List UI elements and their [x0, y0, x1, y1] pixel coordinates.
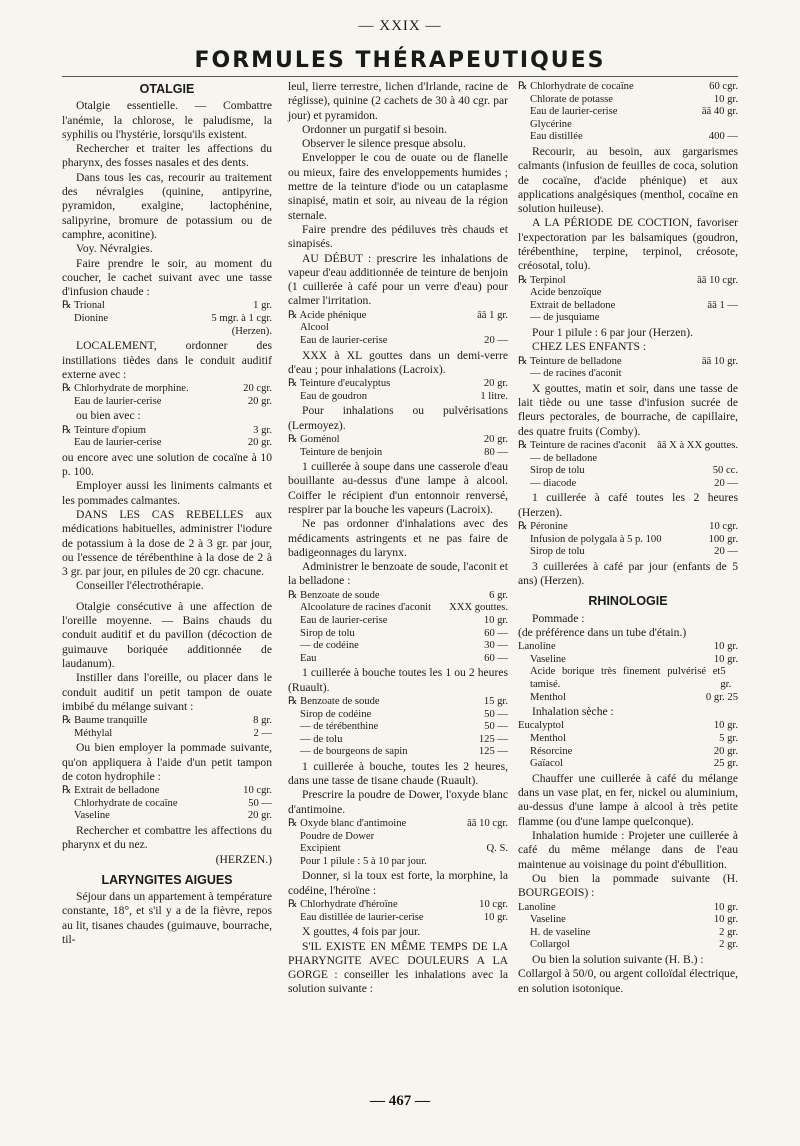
- ingredient: Sirop de tolu: [530, 465, 585, 477]
- prescription-line: [288, 912, 508, 925]
- ingredient: — de tolu: [300, 733, 343, 745]
- quantity: 80 —: [484, 446, 508, 458]
- column-3: [518, 80, 738, 996]
- quantity: 1 gr.: [253, 300, 272, 312]
- ingredient: ℞ Teinture de racines d'aconit: [518, 439, 647, 451]
- prescription-line: [288, 831, 508, 844]
- ingredient: Eau de laurier-cerise: [530, 106, 618, 118]
- prescription: [288, 818, 508, 868]
- prescription-line: [518, 641, 738, 654]
- quantity: 20 gr.: [247, 395, 272, 407]
- ingredient: Menthol: [530, 733, 566, 745]
- paragraph: XXX à XL gouttes dans un demi-verre d'eau ; pour inhalations (Lacroix).: [288, 348, 508, 376]
- prescription-line: [518, 440, 738, 453]
- quantity: 15 gr.: [483, 695, 508, 707]
- paragraph: Pour inhalations ou pulvérisations (Lermoyez).: [288, 404, 508, 432]
- paragraph: Ou bien employer la pommade suivante, qu'on appliquera à l'aide d'un petit tampon de coton hydrophile :: [62, 741, 272, 783]
- paragraph: Administrer le benzoate de soude, l'aconit et la belladone :: [288, 560, 508, 588]
- quantity: 50 —: [484, 721, 508, 733]
- prescription-line: [288, 378, 508, 391]
- quantity: 100 gr.: [708, 533, 738, 545]
- prescription-line: [518, 465, 738, 478]
- ingredient: — de codéine: [300, 640, 359, 652]
- quantity: 25 gr.: [713, 758, 738, 770]
- paragraph: Prescrire la poudre de Dower, l'oxyde blanc d'antimoine.: [288, 788, 508, 816]
- prescription: [288, 378, 508, 403]
- ingredient: Sirop de tolu: [530, 546, 585, 558]
- quantity: 60 cgr.: [709, 81, 738, 92]
- ingredient: Infusion de polygala à 5 p. 100: [530, 533, 662, 545]
- quantity: 10 gr.: [713, 93, 738, 105]
- ingredient: Eucalyptol: [518, 720, 564, 732]
- section-heading-rhinologie: RHINOLOGIE: [588, 594, 668, 609]
- title-rule: [62, 76, 738, 77]
- ingredient: — de racines d'aconit: [530, 368, 622, 380]
- quantity: 10 gr.: [713, 653, 738, 665]
- prescription-line: [288, 899, 508, 912]
- quantity: Q. S.: [486, 843, 508, 855]
- quantity: āā 10 cgr.: [467, 818, 508, 830]
- ingredient: H. de vaseline: [530, 926, 591, 938]
- prescription-line: [518, 312, 738, 325]
- prescription-line: [518, 746, 738, 759]
- ingredient: Collargol: [530, 939, 570, 951]
- prescription: [62, 425, 272, 450]
- quantity: 20 —: [714, 546, 738, 558]
- prescription-line: [518, 94, 738, 107]
- quantity: 3 gr.: [253, 424, 272, 436]
- quantity: 10 cgr.: [243, 785, 272, 797]
- ingredient: Chlorate de potasse: [530, 93, 613, 105]
- prescription-line: [62, 313, 272, 326]
- ingredient: ℞ Oxyde blanc d'antimoine: [288, 818, 407, 830]
- paragraph: Pommade :: [532, 611, 585, 625]
- ingredient: Eau de goudron: [300, 390, 368, 402]
- ingredient: Eau de laurier-cerise: [74, 395, 162, 407]
- ingredient: ℞ Benzoate de soude: [288, 589, 380, 601]
- paragraph: CHEZ LES ENFANTS :: [532, 340, 647, 354]
- ingredient: ℞ Chlorhydrate d'héroïne: [288, 899, 398, 911]
- quantity: āā 40 gr.: [701, 106, 738, 118]
- quantity: āā 1 gr.: [477, 309, 508, 321]
- paragraph: 1 cuillerée à bouche toutes les 1 ou 2 heures (Ruault).: [288, 666, 508, 694]
- prescription-line: [518, 119, 738, 132]
- ingredient: ℞ Teinture d'opium: [62, 424, 147, 436]
- section-heading-otalgie: OTALGIE: [139, 82, 195, 96]
- ingredient: Eau de laurier-cerise: [74, 437, 162, 449]
- column-1: [62, 80, 272, 947]
- quantity: 0 gr. 25: [705, 691, 738, 703]
- paragraph: S'IL EXISTE EN MÊME TEMPS DE LA PHARYNGITE AVEC DOULEURS A LA GORGE : conseiller les inhalations avec la solution suivante :: [288, 939, 508, 996]
- prescription: [288, 434, 508, 459]
- prescription-line: [62, 383, 272, 396]
- quantity: 20 gr.: [247, 810, 272, 822]
- prescription-line: [288, 734, 508, 747]
- prescription-line: [518, 666, 738, 691]
- prescription-line: [288, 640, 508, 653]
- prescription: [62, 715, 272, 740]
- quantity: 10 gr.: [713, 914, 738, 926]
- quantity: 125 —: [478, 733, 508, 745]
- ingredient: Vaseline: [530, 914, 566, 926]
- prescription: [62, 383, 272, 408]
- ingredient: Glycérine: [530, 118, 572, 130]
- quantity: 8 gr.: [253, 715, 272, 727]
- quantity: 10 cgr.: [479, 899, 508, 911]
- ingredient: Acide benzoïque: [530, 287, 602, 299]
- paragraph: Donner, si la toux est forte, la morphine, la codéine, l'héroïne :: [288, 869, 508, 897]
- paragraph: Ou bien la pommade suivante (H. BOURGEOIS) :: [518, 871, 738, 900]
- paragraph: Inhalation humide : Projeter une cuillerée à café du même mélange dans de l'eau maintenue au voisinage du point d'ébullition.: [518, 829, 738, 871]
- prescription: [62, 785, 272, 823]
- prescription-line: [62, 326, 272, 339]
- ingredient: Alcoolature de racines d'aconit: [300, 602, 432, 614]
- prescription-line: [288, 696, 508, 709]
- prescription-line: [288, 709, 508, 722]
- ingredient: Gaïacol: [530, 758, 563, 770]
- quantity: āā X à XX gouttes.: [657, 439, 738, 451]
- ingredient: ℞ Péronine: [518, 520, 568, 532]
- quantity: 60 —: [484, 627, 508, 639]
- attribution: (HERZEN.): [215, 852, 272, 866]
- ingredient: — de bourgeons de sapin: [300, 746, 408, 758]
- ingredient: ℞ Benzoate de soude: [288, 695, 380, 707]
- prescription-line: [518, 546, 738, 559]
- prescription-line: [288, 335, 508, 348]
- paragraph: Séjour dans un appartement à température constante, 18°, et s'il y a de la fièvre, repos au lit, tisanes chaudes (guimauve, bourrache, til-: [62, 890, 272, 947]
- prescription-line: [288, 391, 508, 404]
- ingredient: Lanoline: [518, 641, 556, 653]
- prescription-line: [518, 275, 738, 288]
- quantity: 400 —: [708, 131, 738, 143]
- paragraph: Conseiller l'électrothérapie.: [76, 579, 204, 593]
- paragraph: A LA PÉRIODE DE COCTION, favoriser l'expectoration par les balsamiques (goudron, térébenthine, terpine, terpinol, créosote, créosotal, tolu).: [518, 216, 738, 273]
- ingredient: Menthol: [530, 691, 566, 703]
- quantity: XXX gouttes.: [449, 602, 508, 614]
- ingredient: — diacode: [530, 477, 577, 489]
- quantity: 6 gr.: [489, 589, 508, 601]
- quantity: 10 gr.: [713, 641, 738, 653]
- paragraph: Recourir, au besoin, aux gargarismes calmants (infusion de feuilles de coca, solution de cocaïne, d'acide phénique) et aux applications analgésiques (menthol, cocaïne en solution huileuse).: [518, 144, 738, 216]
- quantity: 10 gr.: [483, 614, 508, 626]
- ingredient: ℞ Baume tranquille: [62, 715, 148, 727]
- paragraph: Collargol à 50/0, ou argent colloïdal électrique, en solution isotonique.: [518, 967, 738, 995]
- paragraph: Rechercher et traiter les affections du pharynx, des fosses nasales et des dents.: [62, 142, 272, 170]
- paragraph: Ordonner un purgatif si besoin.: [302, 122, 448, 136]
- paragraph: Pour 1 pilule : 6 par jour (Herzen).: [532, 326, 693, 340]
- quantity: 20 gr.: [483, 433, 508, 445]
- quantity: 5 mgr. à 1 cgr.: [211, 313, 272, 325]
- prescription-line: [288, 447, 508, 460]
- quantity: 10 gr.: [713, 720, 738, 732]
- ingredient: — de jusquiame: [530, 312, 600, 324]
- ingredient: Teinture de benjoin: [300, 446, 383, 458]
- quantity: 10 gr.: [483, 911, 508, 923]
- prescription-line: [518, 81, 738, 94]
- quantity: 2 gr.: [719, 939, 738, 951]
- prescription-line: [288, 843, 508, 856]
- prescription: [288, 696, 508, 759]
- ingredient: Chlorhydrate de cocaïne: [74, 797, 178, 809]
- quantity: 50 —: [484, 708, 508, 720]
- ingredient: Sirop de codéine: [300, 708, 372, 720]
- quantity: 10 gr.: [713, 901, 738, 913]
- quantity: 30 —: [484, 640, 508, 652]
- paragraph: Voy. Névralgies.: [76, 242, 153, 256]
- ingredient: Vaseline: [74, 810, 110, 822]
- paragraph: Instiller dans l'oreille, ou placer dans le conduit auditif un petit tampon de ouate imbibé du mélange suivant :: [62, 671, 272, 713]
- prescription-line: [518, 720, 738, 733]
- prescription-line: [62, 715, 272, 728]
- prescription-line: [518, 692, 738, 705]
- page-title: FORMULES THÉRAPEUTIQUES: [194, 48, 606, 73]
- quantity: 20 —: [484, 334, 508, 346]
- ingredient: Acide borique très finement pulvérisé et tamisé.: [530, 666, 721, 690]
- quantity: 10 cgr.: [709, 520, 738, 532]
- ingredient: Alcool: [300, 322, 329, 334]
- prescription-line: [518, 368, 738, 381]
- ingredient: ℞ Terpinol: [518, 274, 566, 286]
- paragraph: Faire prendre des pédiluves très chauds et sinapisés.: [288, 222, 508, 251]
- paragraph: Inhalation sèche :: [532, 705, 614, 719]
- prescription-line: [518, 521, 738, 534]
- prescription: [518, 902, 738, 952]
- prescription-line: [518, 478, 738, 491]
- prescription-line: [518, 131, 738, 144]
- running-head: — XXIX —: [358, 18, 442, 34]
- prescription-line: [518, 654, 738, 667]
- quantity: āā 1 —: [707, 299, 738, 311]
- ingredient: Méthylal: [74, 727, 113, 739]
- quantity: 50 cc.: [712, 465, 738, 477]
- ingredient: Eau: [300, 652, 317, 664]
- prescription-line: [518, 106, 738, 119]
- prescription-line: [518, 939, 738, 952]
- prescription-line: [288, 615, 508, 628]
- prescription-line: [518, 300, 738, 313]
- paragraph: X gouttes, matin et soir, dans une tasse de lait tiède ou une tasse d'infusion sucrée de fleurs pectorales, de bourrache, de capillaire, des quatre fruits (Comby).: [518, 381, 738, 438]
- prescription-line: [518, 914, 738, 927]
- prescription-line: [288, 602, 508, 615]
- page-number: — 467 —: [370, 1093, 430, 1109]
- prescription: [288, 899, 508, 924]
- prescription-line: [288, 434, 508, 447]
- section-heading-laryngites: LARYNGITES AIGUES: [101, 872, 233, 887]
- ingredient: Extrait de belladone: [530, 299, 616, 311]
- ingredient: Dionine: [74, 313, 109, 325]
- prescription-line: [62, 785, 272, 798]
- ingredient: Eau de laurier-cerise: [300, 614, 388, 626]
- column-2: [288, 80, 508, 997]
- paragraph: Chauffer une cuillerée à café du mélange dans un vase plat, en fer, nickel ou aluminium, au-dessus d'une lampe à alcool à très petite flamme (ou d'une lampe quelconque).: [518, 771, 738, 828]
- paragraph: Otalgie consécutive à une affection de l'oreille moyenne. — Bains chauds du conduit auditif et du pavillon (décoction de guimauve boriquée additionnée de laudanum).: [62, 599, 272, 670]
- prescription-line: [518, 927, 738, 940]
- ingredient: Sirop de tolu: [300, 627, 355, 639]
- prescription-line: [62, 728, 272, 741]
- quantity: āā 10 cgr.: [697, 274, 738, 286]
- ingredient: — de térébenthine: [300, 721, 379, 733]
- prescription-line: [288, 628, 508, 641]
- paragraph: leul, lierre terrestre, lichen d'Irlande, racine de réglisse), quinine (2 cachets de 30 à 40 cgr. par jour) et pyramidon.: [288, 80, 508, 122]
- paragraph: 1 cuillerée à bouche, toutes les 2 heures, dans une tasse de tisane chaude (Ruault).: [288, 759, 508, 788]
- quantity: 5 gr.: [720, 666, 732, 690]
- quantity: 5 gr.: [719, 733, 738, 745]
- paragraph: Employer aussi les liniments calmants et les pommades calmantes.: [62, 479, 272, 507]
- prescription: [518, 641, 738, 704]
- paragraph: Observer le silence presque absolu.: [302, 137, 466, 151]
- quantity: 2 gr.: [719, 926, 738, 938]
- prescription: [288, 590, 508, 666]
- ingredient: ℞ Teinture de belladone: [518, 355, 622, 367]
- ingredient: Vaseline: [530, 653, 566, 665]
- prescription-line: [288, 818, 508, 831]
- quantity: (Herzen).: [231, 325, 272, 337]
- prescription: [288, 310, 508, 348]
- prescription: [518, 275, 738, 325]
- prescription-line: [62, 425, 272, 438]
- prescription-line: [288, 653, 508, 666]
- prescription-line: [288, 746, 508, 759]
- prescription: [518, 720, 738, 770]
- prescription: [518, 521, 738, 559]
- paragraph: ou encore avec une solution de cocaïne à 10 p. 100.: [62, 450, 272, 479]
- prescription-line: [288, 590, 508, 603]
- ingredient: Poudre de Dower: [300, 830, 375, 842]
- quantity: 20 —: [714, 477, 738, 489]
- ingredient: — de belladone: [530, 452, 598, 464]
- ingredient: Excipient: [300, 843, 341, 855]
- quantity: 1 litre.: [480, 390, 508, 402]
- quantity: 20 gr.: [713, 745, 738, 757]
- ingredient: Pour 1 pilule : 5 à 10 par jour.: [300, 855, 427, 867]
- prescription: [518, 356, 738, 381]
- prescription-line: [518, 733, 738, 746]
- quantity: 20 gr.: [483, 378, 508, 390]
- ingredient: Lanoline: [518, 901, 556, 913]
- ingredient: ℞ Teinture d'eucalyptus: [288, 378, 391, 390]
- ingredient: ℞ Goménol: [288, 433, 340, 445]
- quantity: āā 10 gr.: [701, 355, 738, 367]
- paragraph: ou bien avec :: [76, 409, 141, 423]
- prescription-line: [518, 287, 738, 300]
- ingredient: Eau distillée: [530, 131, 583, 143]
- quantity: 125 —: [478, 746, 508, 758]
- paragraph: Ne pas ordonner d'inhalations avec des médicaments astringents et ne pas faire de badigeonnages du larynx.: [288, 517, 508, 559]
- ingredient: ℞ Chlorhydrate de morphine.: [62, 383, 189, 395]
- prescription-line: [518, 356, 738, 369]
- quantity: 20 cgr.: [243, 383, 272, 395]
- paragraph: Ou bien la solution suivante (H. B.) :: [532, 952, 704, 966]
- paragraph: AU DÉBUT : prescrire les inhalations de vapeur d'eau additionnée de teinture de benjoin (1 cuillerée à café pour un verre d'eau) pour calmer l'irritation.: [288, 251, 508, 308]
- prescription-line: [288, 721, 508, 734]
- prescription-line: [518, 453, 738, 466]
- prescription-line: [288, 310, 508, 323]
- ingredient: Résorcine: [530, 745, 573, 757]
- ingredient: ℞ Extrait de belladone: [62, 785, 160, 797]
- paragraph: Envelopper le cou de ouate ou de flanelle ou mieux, faire des enveloppements humides ; mettre de la teinture d'iode ou un cataplasme sinapisé, matin et soir, au niveau de la région sternale.: [288, 151, 508, 222]
- quantity: 2 —: [253, 727, 272, 739]
- quantity: 20 gr.: [247, 437, 272, 449]
- quantity: 50 —: [248, 797, 272, 809]
- prescription-line: [62, 810, 272, 823]
- paragraph: X gouttes, 4 fois par jour.: [302, 925, 421, 939]
- ingredient: Eau distillée de laurier-cerise: [300, 911, 424, 923]
- prescription: [518, 81, 738, 144]
- prescription-line: [62, 437, 272, 450]
- prescription-line: [518, 758, 738, 771]
- prescription-line: [518, 534, 738, 547]
- ingredient: Eau de laurier-cerise: [300, 334, 388, 346]
- prescription-line: [288, 322, 508, 335]
- paragraph: 1 cuillerée à café toutes les 2 heures (Herzen).: [518, 491, 738, 519]
- prescription-line: [62, 300, 272, 313]
- paragraph: DANS LES CAS REBELLES aux médications habituelles, administrer l'iodure de potassium à la dose de 2 à 3 gr. par jour, ou l'essence de térébenthine à la dose de 2 à 3 gr. par jour, en pilules de 20 cgr. chacune.: [62, 507, 272, 579]
- quantity: 60 —: [484, 652, 508, 664]
- paragraph: 3 cuillerées à café par jour (enfants de 5 ans) (Herzen).: [518, 559, 738, 588]
- ingredient: ℞ Acide phénique: [288, 309, 367, 321]
- prescription-line: [288, 856, 508, 869]
- ingredient: ℞ Trional: [62, 300, 105, 312]
- paragraph: Faire prendre le soir, au moment du coucher, le cachet suivant avec une tasse d'infusion chaude :: [62, 256, 272, 299]
- paragraph: (de préférence dans un tube d'étain.): [518, 625, 687, 639]
- paragraph: Dans tous les cas, recourir au traitement des névralgies (quinine, antipyrine, pyramidon, exalgine, lactophénine, salipyrine, bromure de potassium ou de camphre, aconitine).: [62, 170, 272, 241]
- paragraph: LOCALEMENT, ordonner des instillations tièdes dans le conduit auditif externe avec :: [62, 339, 272, 381]
- prescription-line: [62, 396, 272, 409]
- paragraph: Rechercher et combattre les affections du pharynx et du nez.: [62, 824, 272, 852]
- prescription: [62, 300, 272, 338]
- prescription-line: [62, 798, 272, 811]
- prescription-line: [518, 902, 738, 915]
- prescription: [518, 440, 738, 490]
- paragraph: Otalgie essentielle. — Combattre l'anémie, la chlorose, le paludisme, la syphilis ou l'hystérie, lorsqu'ils existent.: [62, 99, 272, 141]
- ingredient: ℞ Chlorhydrate de cocaïne: [518, 81, 634, 92]
- paragraph: 1 cuillerée à soupe dans une casserole d'eau bouillante au-dessus d'une lampe à alcool. Coiffer le récipient d'un entonnoir renversé, respirer par la bouche les vapeurs (Lacroix).: [288, 460, 508, 516]
